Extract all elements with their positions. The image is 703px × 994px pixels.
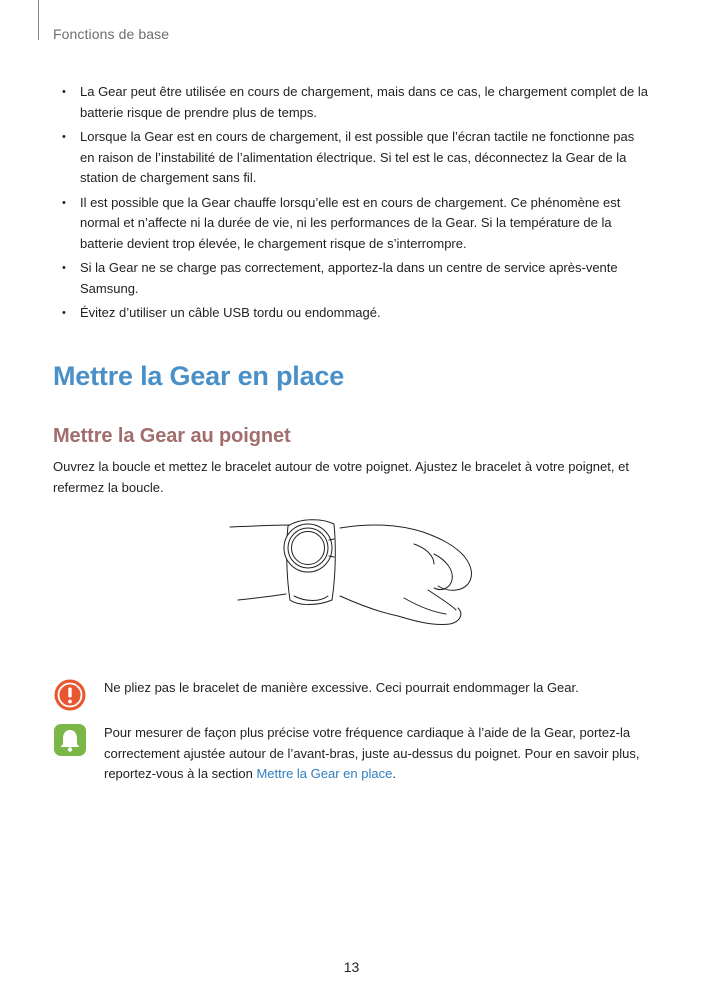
bullet-text: Si la Gear ne se charge pas correctement, apportez-la dans un centre de service après-vente Samsung.: [80, 260, 618, 296]
list-item: [62, 258, 652, 299]
info-text: [104, 723, 654, 785]
caution-text: Ne pliez pas le bracelet de manière excessive. Ceci pourrait endommager la Gear.: [104, 680, 579, 695]
bullet-glyph: •: [62, 262, 66, 274]
page-number: 13: [343, 959, 360, 975]
section-subheading: Mettre la Gear au poignet: [53, 425, 291, 447]
bullet-text: Évitez d’utiliser un câble USB tordu ou endommagé.: [80, 305, 381, 320]
caution-icon: [53, 678, 87, 712]
bullet-glyph: •: [62, 196, 66, 209]
info-text-end: .: [392, 766, 396, 781]
intro-paragraph: Ouvrez la boucle et mettez le bracelet autour de votre poignet. Ajustez le bracelet à votre poignet, et refermez la boucle.: [53, 459, 629, 495]
list-item: [62, 127, 652, 189]
bullet-text: Lorsque la Gear est en cours de chargement, il est possible que l’écran tactile ne fonctionne pas en raison de l’instabilité de l’alimentation électrique. Si tel est le cas, déconnectez la Gear de la station de chargement sans fil.: [80, 129, 635, 185]
wrist-watch-illustration: [228, 514, 476, 644]
bullet-text: Il est possible que la Gear chauffe lorsqu’elle est en cours de chargement. Ce phénomène est normal et n’affecte ni la durée de vie, ni les performances de la Gear. Si la température de la batterie devient trop élevée, le chargement risque de s’interrompre.: [80, 194, 621, 251]
bullet-glyph: •: [62, 86, 66, 98]
header-rule: [38, 0, 39, 40]
page-heading: Mettre la Gear en place: [53, 361, 345, 391]
bullet-glyph: •: [62, 131, 66, 143]
section-title: Fonctions de base: [53, 26, 170, 42]
list-item: [62, 303, 652, 324]
info-text-body: Pour mesurer de façon plus précise votre fréquence cardiaque à l’aide de la Gear, portez-la correctement ajustée autour de l’avant-bras, juste au-dessus du poignet. Pour en savoir plus, reportez-vous à la section: [104, 725, 640, 781]
info-notice: [53, 723, 653, 793]
section-link[interactable]: Mettre la Gear en place: [256, 766, 393, 781]
bullet-list: [62, 82, 652, 328]
bullet-text: La Gear peut être utilisée en cours de chargement, mais dans ce cas, le chargement complet de la batterie risque de prendre plus de temps.: [80, 84, 648, 120]
caution-notice: [53, 678, 653, 718]
list-item: [62, 82, 652, 123]
bell-icon: [53, 723, 87, 757]
bullet-glyph: •: [62, 307, 66, 319]
list-item: [62, 193, 652, 255]
